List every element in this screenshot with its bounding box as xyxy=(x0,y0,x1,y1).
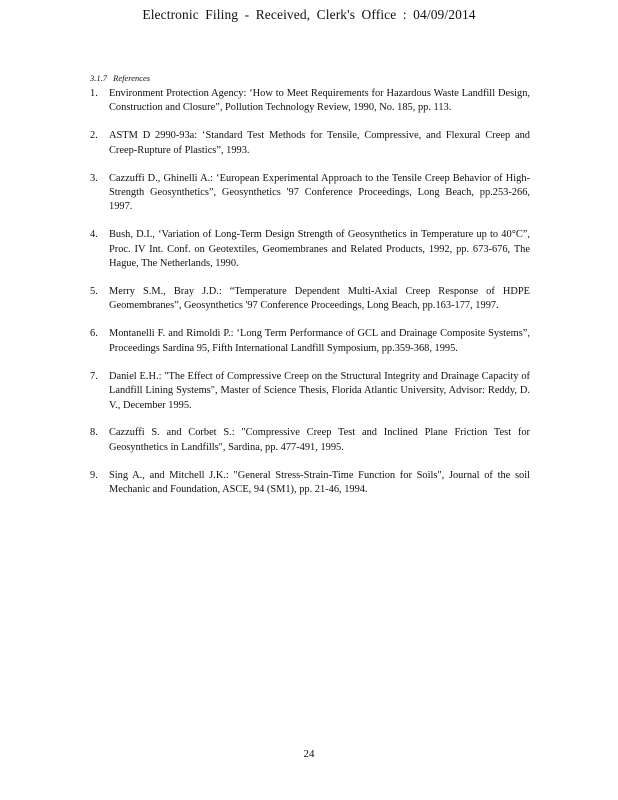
reference-number: 3. xyxy=(90,172,98,184)
reference-number: 1. xyxy=(90,88,98,99)
reference-number: 6. xyxy=(90,328,98,340)
reference-item xyxy=(90,172,530,215)
reference-item xyxy=(90,327,530,356)
reference-text: Daniel E.H.: "The Effect of Compressive Creep on the Structural Integrity and Drainage Capacity of Landfill Lining Systems", Master of Science Thesis, Florida Atlantic University, Advisor: Reddy, D. V., December 1995. xyxy=(109,370,530,411)
reference-number: 5. xyxy=(90,286,98,298)
page-number: 24 xyxy=(303,748,315,760)
reference-text: ASTM D 2990-93a: ‘Standard Test Methods for Tensile, Compressive, and Flexural Creep and Creep-Rupture of Plastics”, 1993. xyxy=(109,130,530,156)
reference-item xyxy=(90,285,530,314)
reference-text: Cazzuffi S. and Corbet S.: "Compressive Creep Test and Inclined Plane Friction Test for Geosynthetics in Landfills", Sardina, pp. 477-491, 1995. xyxy=(109,427,530,453)
reference-number: 7. xyxy=(90,370,98,382)
reference-number: 2. xyxy=(90,130,98,142)
reference-item xyxy=(90,426,530,455)
reference-item xyxy=(90,469,530,498)
reference-text: Cazzuffi D., Ghinelli A.: ‘European Experimental Approach to the Tensile Creep Behavior of High-Strength Geosynthetics”, Geosynthetics '97 Conference Proceedings, Long Beach, pp.253-266, 1997. xyxy=(109,172,530,213)
reference-text: Sing A., and Mitchell J.K.: "General Stress-Strain-Time Function for Soils", Journal of the soil Mechanic and Foundation, ASCE, 94 (SM1), pp. 21-46, 1994. xyxy=(109,469,530,496)
reference-item xyxy=(90,370,530,413)
reference-text: Merry S.M., Bray J.D.: “Temperature Dependent Multi-Axial Creep Response of HDPE Geomembranes”, Geosynthetics '97 Conference Proceedings, Long Beach, pp.163-177, 1997. xyxy=(109,286,530,312)
reference-text: Montanelli F. and Rimoldi P.: ‘Long Term Performance of GCL and Drainage Composite Systems”, Proceedings Sardina 95, Fifth International Landfill Symposium, pp.359-368, 1995. xyxy=(109,328,530,354)
reference-item xyxy=(90,129,530,158)
reference-number: 9. xyxy=(90,469,98,481)
reference-text: Bush, D.I., ‘Variation of Long-Term Design Strength of Geosynthetics in Temperature up to 40°C”, Proc. IV Int. Conf. on Geotextiles, Geomembranes and Related Products, 1992, pp. 673-676, The Hague, The Netherlands, 1990. xyxy=(109,229,530,270)
reference-item xyxy=(90,87,530,116)
reference-list xyxy=(90,87,530,498)
reference-number: 8. xyxy=(90,427,98,439)
reference-text: Environment Protection Agency: ‘How to Meet Requirements for Hazardous Waste Landfill Design, Construction and Closure”, Pollution Technology Review, 1990, No. 185, pp. 113. xyxy=(109,88,530,114)
filing-stamp-header: Electronic Filing - Received, Clerk's Office : 04/09/2014 xyxy=(142,7,476,22)
references-section xyxy=(90,73,530,511)
reference-item xyxy=(90,228,530,271)
reference-number: 4. xyxy=(90,229,98,241)
section-heading: 3.1.7 References xyxy=(90,73,151,83)
